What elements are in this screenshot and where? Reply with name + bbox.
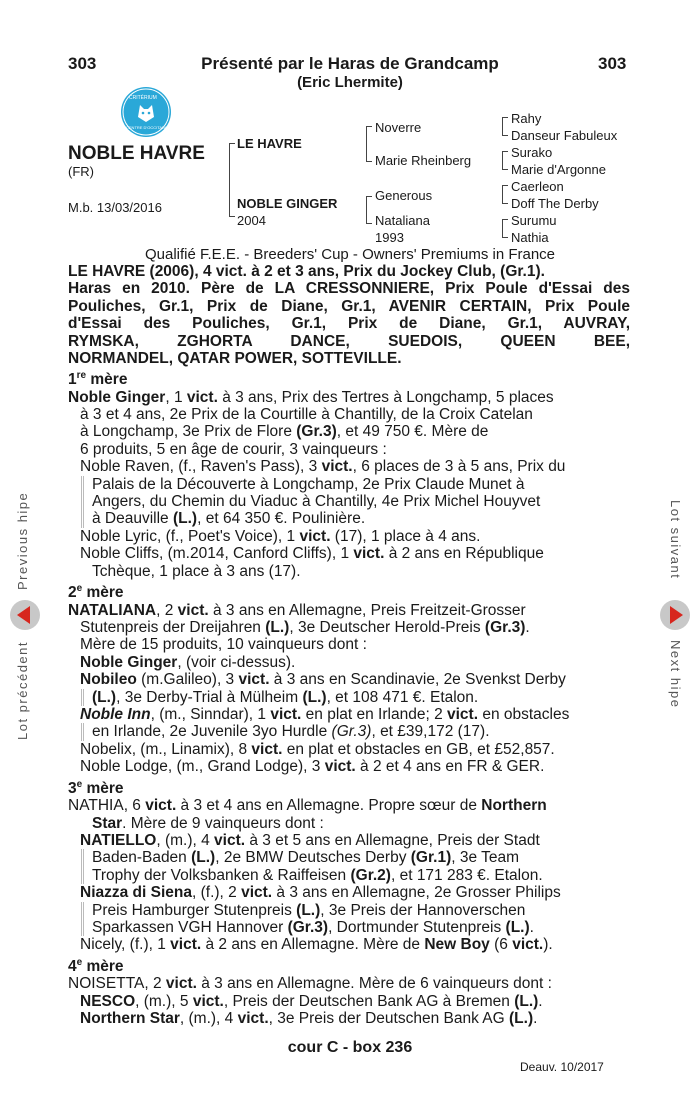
pedigree-dam: NOBLE GINGER	[237, 196, 338, 211]
box-location: cour C - box 236	[287, 1039, 413, 1056]
produce-entry-line: en Irlande, 2e Juvenile 3yo Hurdle (Gr.3), et £39,172 (17).	[81, 723, 630, 740]
produce-entry-line: Nobelix, (m., Linamix), 8 vict. en plat et obstacles en GB, et £52,857.	[80, 740, 555, 758]
pedigree-g1: Rahy	[511, 111, 542, 126]
produce-entry-line: Sparkassen VGH Hannover (Gr.3), Dortmunder Stutenpreis (L.).	[81, 919, 630, 936]
section-heading-3rd-dam: 3e mère	[68, 778, 124, 797]
produce-entry-line: Noble Cliffs, (m.2014, Canford Cliffs), 1 vict. à 2 ans en République	[80, 545, 544, 563]
sire-line: RYMSKA, ZGHORTA DANCE, SUEDOIS, QUEEN BEE,	[68, 332, 630, 350]
pedigree-g7: Surumu	[511, 213, 557, 228]
produce-entry-line: Noble Lodge, (m., Grand Lodge), 3 vict. à 2 et 4 ans en FR & GER.	[80, 758, 545, 776]
produce-entry-line: Noble Lyric, (f., Poet's Voice), 1 vict. (17), 1 place à 4 ans.	[80, 527, 481, 545]
pedigree-sire: LE HAVRE	[237, 136, 302, 151]
lot-number-right: 303	[598, 54, 627, 73]
page-title: Présenté par le Haras de Grandcamp	[201, 54, 499, 73]
sire-paragraph	[68, 263, 630, 367]
pedigree-bracket-3d	[502, 219, 508, 238]
produce-entry-line: Niazza di Siena, (f.), 2 vict. à 3 ans en Allemagne, 2e Grosser Philips	[80, 884, 561, 902]
pedigree-g6: Doff The Derby	[511, 196, 599, 211]
horse-country: (FR)	[68, 164, 94, 179]
produce-entry-line: Nicely, (f.), 1 vict. à 2 ans en Allemagne. Mère de New Boy (6 vict.).	[80, 936, 553, 954]
dam-entry-line: Star. Mère de 9 vainqueurs dont :	[92, 814, 324, 832]
dam-entry-line: à Longchamp, 3e Prix de Flore (Gr.3), et 49 750 €. Mère de	[80, 423, 489, 441]
family-text	[68, 367, 630, 1028]
section-heading-2nd-dam: 2e mère	[68, 583, 124, 602]
dam-entry-line: Noble Ginger, 1 vict. à 3 ans, Prix des Tertres à Longchamp, 5 places	[68, 388, 554, 406]
pedigree-g2: Danseur Fabuleux	[511, 128, 618, 143]
next-lot-label[interactable]: Lot suivant	[668, 500, 683, 580]
arrow-right-icon	[660, 600, 690, 630]
pedigree-g3: Surako	[511, 145, 553, 160]
pedigree-bracket-3a	[502, 117, 508, 136]
produce-entry-line: Tchèque, 1 place à 3 ans (17).	[92, 562, 301, 580]
previous-hipe-label[interactable]: Previous hipe	[15, 491, 30, 590]
pedigree-bracket-2b	[366, 196, 372, 224]
pedigree-g5: Caerleon	[511, 179, 564, 194]
produce-entry-line: (L.), 3e Derby-Trial à Mülheim (L.), et 108 471 €. Etalon.	[81, 689, 630, 706]
criterium-logo	[121, 87, 171, 137]
horse-birth: M.b. 13/03/2016	[68, 200, 162, 215]
dam-entry-line: 6 produits, 5 en âge de courir, 3 vainqueurs :	[80, 440, 387, 458]
dam-entry-line: NATHIA, 6 vict. à 3 et 4 ans en Allemagne. Propre sœur de Northern	[68, 797, 547, 815]
pedigree-sire-sire: Noverre	[375, 120, 422, 135]
logo-text-top: CRITÉRIUM	[129, 95, 157, 101]
pedigree-dam-sire: Generous	[375, 188, 433, 203]
previous-lot-label[interactable]: Lot précédent	[15, 640, 30, 740]
produce-entry-line: NESCO, (m.), 5 vict., Preis der Deutschen Bank AG à Bremen (L.).	[80, 992, 543, 1010]
next-hipe-label[interactable]: Next hipe	[668, 640, 683, 709]
produce-entry-line: Noble Raven, (f., Raven's Pass), 3 vict., 6 places de 3 à 5 ans, Prix du	[80, 458, 566, 476]
section-heading-4th-dam: 4e mère	[68, 956, 124, 976]
logo-text-bottom: CENTRE D'OCCITANIE	[126, 125, 169, 130]
dam-entry-line: NOISETTA, 2 vict. à 3 ans en Allemagne. Mère de 6 vainqueurs dont :	[68, 975, 552, 993]
produce-entry-line: Northern Star, (m.), 4 vict., 3e Preis der Deutschen Bank AG (L.).	[80, 1010, 538, 1028]
sire-line: d'Essai des Pouliches, Gr.1, Prix de Diane, Gr.1, AUVRAY,	[68, 315, 630, 333]
produce-entry-line: Nobileo (m.Galileo), 3 vict. à 3 ans en Scandinavie, 2e Svenkst Derby	[80, 671, 566, 689]
pedigree-dam-dam: Nataliana	[375, 213, 430, 228]
pedigree-sire-dam: Marie Rheinberg	[375, 153, 472, 168]
pedigree-g8: Nathia	[511, 230, 549, 245]
pedigree-bracket-3b	[502, 151, 508, 170]
dam-entry-line: NATALIANA, 2 vict. à 3 ans en Allemagne, Preis Freitzeit-Grosser	[68, 601, 526, 619]
previous-lot-button[interactable]	[10, 600, 40, 630]
sale-reference: Deauv. 10/2017	[520, 1060, 604, 1074]
sire-line: Haras en 2010. Père de LA CRESSONNIERE, Prix Poule d'Essai des	[68, 280, 630, 298]
sire-line: Pouliches, Gr.1, Prix de Diane, Gr.1, AVENIR CERTAIN, Prix Poule	[68, 297, 630, 315]
produce-entry-line: Palais de la Découverte à Longchamp, 2e Prix Claude Munet à	[81, 476, 630, 493]
pedigree-bracket-2a	[366, 126, 372, 162]
dam-entry-line: Stutenpreis der Dreijahren (L.), 3e Deutscher Herold-Preis (Gr.3).	[80, 619, 530, 636]
produce-entry-line: Noble Ginger, (voir ci-dessus).	[80, 653, 296, 671]
produce-entry-line: Baden-Baden (L.), 2e BMW Deutsches Derby (Gr.1), 3e Team	[81, 849, 630, 866]
produce-entry-line: Trophy der Volksbanken & Raiffeisen (Gr.2), et 171 283 €. Etalon.	[81, 867, 630, 884]
dam-entry-line: Mère de 15 produits, 10 vainqueurs dont :	[80, 636, 367, 654]
produce-entry-line: Noble Inn, (m., Sinndar), 1 vict. en plat en Irlande; 2 vict. en obstacles	[80, 706, 570, 724]
sire-line: NORMANDEL, QATAR POWER, SOTTEVILLE.	[68, 350, 402, 368]
dam-entry-line: à 3 et 4 ans, 2e Prix de la Courtille à Chantilly, de la Croix Catelan	[80, 405, 533, 423]
produce-entry-line: NATIELLO, (m.), 4 vict. à 3 et 5 ans en Allemagne, Preis der Stadt	[80, 832, 540, 850]
horse-name: NOBLE HAVRE	[68, 143, 205, 164]
next-lot-button[interactable]	[660, 600, 690, 630]
produce-entry-line: à Deauville (L.), et 64 350 €. Poulinière.	[81, 510, 630, 527]
section-heading-1st-dam: 1re mère	[68, 370, 128, 389]
arrow-left-icon	[10, 600, 40, 630]
pedigree-g4: Marie d'Argonne	[511, 162, 606, 177]
produce-entry-line: Preis Hamburger Stutenpreis (L.), 3e Preis der Hannoverschen	[81, 902, 630, 919]
produce-entry-line: Angers, du Chemin du Viaduc à Chantilly, 4e Prix Michel Houyvet	[81, 493, 630, 510]
sire-line: LE HAVRE (2006), 4 vict. à 2 et 3 ans, Prix du Jockey Club, (Gr.1).	[68, 263, 545, 280]
pedigree-bracket-3c	[502, 185, 508, 204]
lot-number-left: 303	[68, 54, 97, 73]
pedigree-bracket-1	[229, 143, 235, 217]
pedigree-dam-dam-year: 1993	[375, 230, 404, 245]
qualification-line: Qualifié F.E.E. - Breeders' Cup - Owners' Premiums in France	[144, 246, 556, 263]
page-subtitle: (Eric Lhermite)	[297, 74, 403, 91]
pedigree-dam-year: 2004	[237, 213, 266, 228]
